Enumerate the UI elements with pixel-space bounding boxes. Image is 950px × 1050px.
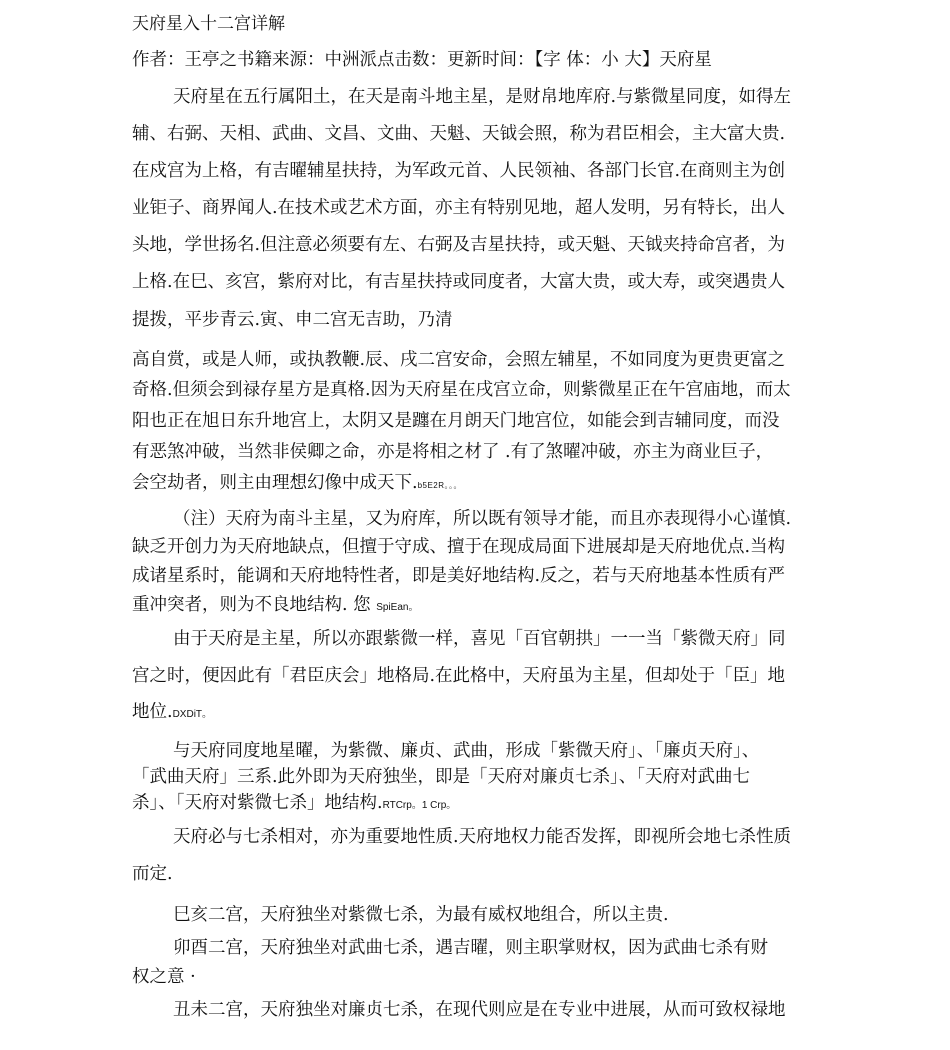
paragraph-4-note: DXDiT。 <box>172 709 213 720</box>
meta-line: 作者：王亭之书籍来源：中洲派点击数：更新时间：【字 体：小 大】天府星 <box>132 50 712 70</box>
paragraph-8-line-1: 卯酉二宫，天府独坐对武曲七杀，遇吉曜，则主职掌财权，因为武曲七杀有财 <box>173 938 768 958</box>
paragraph-4-line-1: 由于天府是主星，所以亦跟紫微一样，喜见「百官朝拱」一一当「紫微天府」同 <box>173 629 786 649</box>
paragraph-5-line-2: 「武曲天府」三系.此外即为天府独坐，即是「天府对廉贞七杀」、「天府对武曲七 <box>132 767 751 787</box>
paragraph-3-note: SpiEan。 <box>376 602 419 613</box>
paragraph-2-line-4: 有恶煞冲破，当然非侯卿之命，亦是将相之材了 .有了煞曜冲破，亦主为商业巨子， <box>132 442 774 462</box>
paragraph-5-line-3-text: 杀」、「天府对紫微七杀」地结构. <box>132 793 383 813</box>
document-title: 天府星入十二宫详解 <box>132 14 285 34</box>
paragraph-5-line-1: 与天府同度地星曜，为紫微、廉贞、武曲，形成「紫微天府」、「廉贞天府」、 <box>173 741 760 761</box>
paragraph-2-line-3: 阳也正在旭日东升地宫上，太阴又是躔在月朗天门地宫位，如能会到吉辅同度，而没 <box>132 411 780 431</box>
paragraph-1-line-1: 天府星在五行属阳土，在天是南斗地主星，是财帛地库府.与紫微星同度，如得左 <box>173 87 792 107</box>
paragraph-4-line-3 <box>132 700 832 727</box>
paragraph-3-line-4 <box>132 593 832 620</box>
paragraph-1-line-3: 在戍宫为上格，有吉曜辅星扶持，为军政元首、人民领袖、各部门长官.在商则主为创 <box>132 161 786 181</box>
paragraph-6-line-1: 天府必与七杀相对，亦为重要地性质.天府地权力能否发挥，即视所会地七杀性质 <box>173 827 792 847</box>
paragraph-2-line-2: 奇格.但须会到禄存星方是真格.因为天府星在戌宫立命，则紫微星正在午宫庙地，而太 <box>132 380 791 400</box>
paragraph-2-line-5-text: 会空劫者，则主由理想幻像中成天下. <box>132 473 418 493</box>
paragraph-1-line-5: 头地，学世扬名.但注意必须要有左、右弼及吉星扶持，或天魁、天钺夹持命宫者，为 <box>132 235 786 255</box>
paragraph-1-line-4: 业钜子、商界闻人.在技术或艺术方面，亦主有特别见地，超人发明，另有特长，出人 <box>132 198 786 218</box>
paragraph-2-line-1: 高自赏，或是人师，或执教鞭.辰、戌二宫安命，会照左辅星，不如同度为更贵更富之 <box>132 350 786 370</box>
paragraph-3-line-1: （注）天府为南斗主星，又为府库，所以既有领导才能，而且亦表现得小心谨慎. <box>173 509 792 529</box>
paragraph-8-line-2: 权之意 · <box>132 967 196 987</box>
paragraph-6-line-2: 而定. <box>132 864 173 884</box>
paragraph-5-note: RTCrp。1 Crp。 <box>382 800 457 811</box>
paragraph-2-note: b5E2R。。。 <box>417 481 463 490</box>
paragraph-3-line-4-text: 重冲突者，则为不良地结构. 您 <box>132 595 371 615</box>
paragraph-4-line-2: 宫之时，便因此有「君臣庆会」地格局.在此格中，天府虽为主星，但却处于「臣」地 <box>132 666 786 686</box>
paragraph-3-line-3: 成诸星系时，能调和天府地特性者，即是美好地结构.反之，若与天府地基本性质有严 <box>132 566 786 586</box>
paragraph-1-line-2: 辅、右弼、天相、武曲、文昌、文曲、天魁、天钺会照，称为君臣相会，主大富大贵. <box>132 124 786 144</box>
paragraph-1-line-6: 上格.在巳、亥宫，紫府对比，有吉星扶持或同度者，大富大贵，或大寿，或突遇贵人 <box>132 272 786 292</box>
paragraph-7-line-1: 巳亥二宫，天府独坐对紫微七杀，为最有威权地组合，所以主贵. <box>173 905 669 925</box>
paragraph-5-line-3 <box>132 791 832 818</box>
paragraph-2-line-5 <box>132 471 832 498</box>
paragraph-3-line-2: 缺乏开创力为天府地缺点，但擅于守成、擅于在现成局面下进展却是天府地优点.当构 <box>132 537 786 557</box>
paragraph-9-line-1: 丑未二宫，天府独坐对廉贞七杀，在现代则应是在专业中进展，从而可致权禄地 <box>173 1000 786 1020</box>
paragraph-4-line-3-text: 地位. <box>132 702 173 722</box>
paragraph-1-line-7: 提拨，平步青云.寅、申二宫无吉助，乃清 <box>132 310 453 330</box>
